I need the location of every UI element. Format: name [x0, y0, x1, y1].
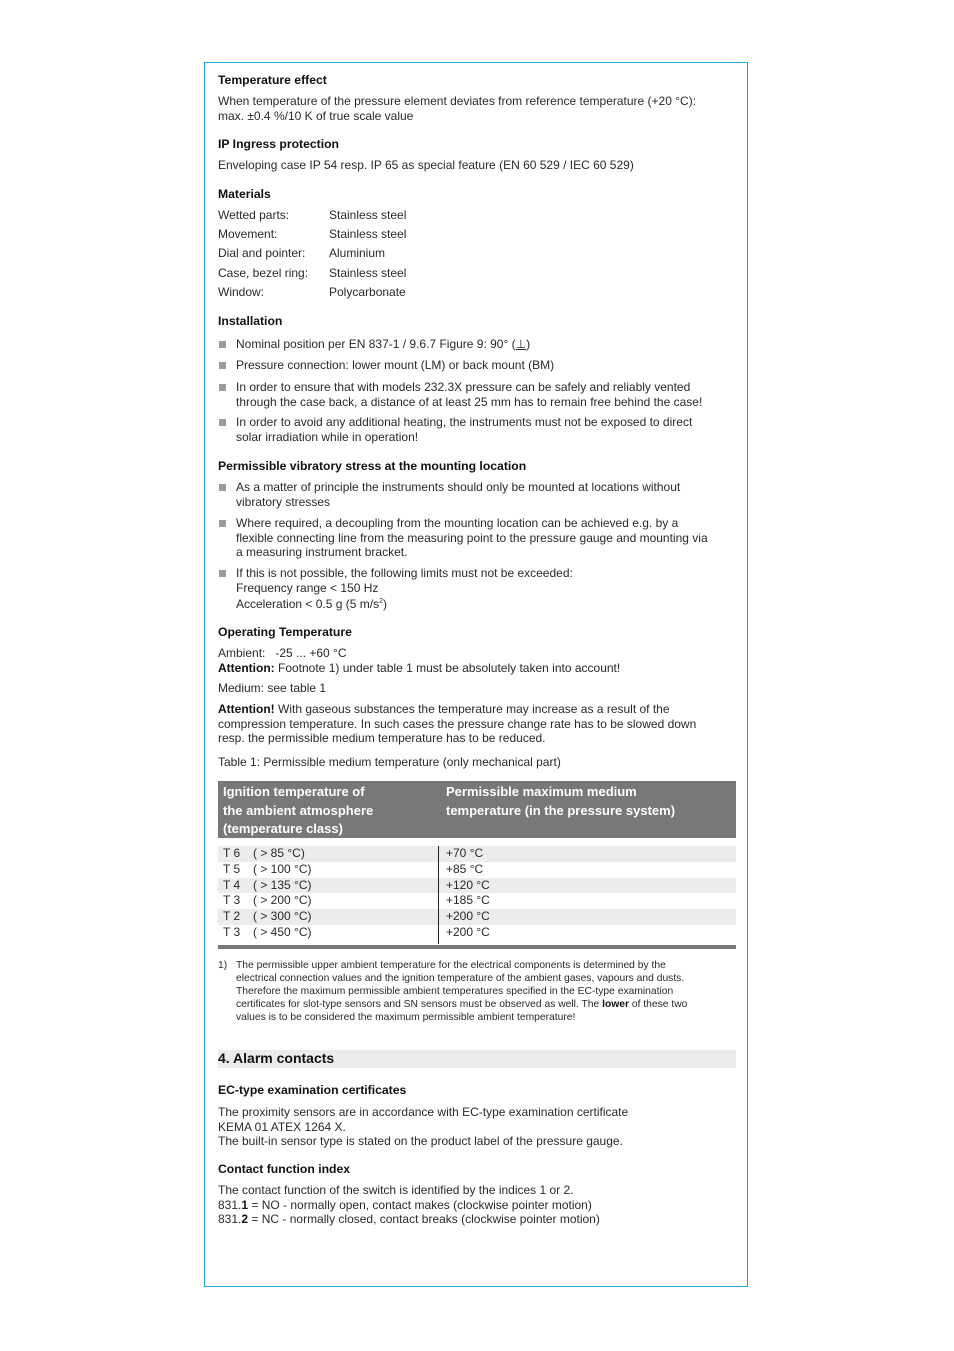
header-line: temperature (in the pressure system)	[446, 802, 676, 818]
bullet-square-icon	[219, 384, 226, 391]
installation-text: In order to avoid any additional heating, the instruments must not be exposed to direct	[236, 415, 693, 429]
materials-value: Polycarbonate	[329, 285, 406, 299]
vibration-item	[218, 516, 736, 560]
vibration-item	[218, 480, 736, 509]
temperature-effect-line: When temperature of the pressure element deviates from reference temperature (+20 °C):	[218, 94, 697, 108]
installation-item	[218, 380, 736, 409]
superscript: 2	[379, 598, 383, 605]
section-heading-bar	[218, 1050, 736, 1068]
installation-text: solar irradiation while in operation!	[236, 429, 419, 444]
operating-temperature-text	[218, 646, 736, 675]
bullet-square-icon	[219, 484, 226, 491]
installation-item	[218, 358, 736, 373]
ignition-range: ( > 100 °C)	[253, 861, 312, 876]
materials-label: Dial and pointer:	[218, 246, 306, 260]
table-row	[218, 893, 736, 909]
table-header-col2	[446, 783, 726, 820]
footnote-emphasis: lower	[602, 999, 629, 1010]
materials-value: Stainless steel	[329, 266, 407, 280]
section-title: 4. Alarm contacts	[218, 1050, 335, 1066]
attention-label: Attention!	[218, 702, 275, 716]
temp-class: T 2	[223, 909, 241, 924]
temp-class: T 4	[223, 877, 241, 892]
table-row	[218, 862, 736, 878]
temp-class: T 3	[223, 893, 241, 908]
max-medium-temp: +70 °C	[446, 846, 484, 860]
attention-paragraph	[218, 702, 736, 746]
table-column-divider	[438, 846, 439, 944]
ignition-range: ( > 135 °C)	[253, 877, 312, 892]
vibration-text: flexible connecting line from the measuring point to the pressure gauge and mounting via	[236, 530, 708, 545]
materials-heading: Materials	[218, 187, 271, 201]
cf-prefix: 831.	[218, 1197, 242, 1212]
cf-index: 1	[241, 1197, 249, 1212]
attention-text: With gaseous substances the temperature may increase as a result of the	[274, 702, 670, 716]
max-medium-temp: +85 °C	[446, 861, 484, 876]
vibration-heading: Permissible vibratory stress at the mounting location	[218, 459, 527, 473]
max-medium-temp: +120 °C	[446, 877, 490, 892]
bullet-square-icon	[219, 419, 226, 426]
table-bottom-rule	[218, 945, 736, 949]
table-row	[218, 846, 736, 862]
footnote-line: Therefore the maximum permissible ambient temperatures specified in the EC-type examination	[236, 986, 674, 997]
vibration-text: Where required, a decoupling from the mounting location can be achieved e.g. by a	[236, 516, 679, 530]
vibration-item	[218, 566, 736, 612]
bullet-square-icon	[219, 341, 226, 348]
materials-label: Window:	[218, 285, 265, 299]
materials-label: Case, bezel ring:	[218, 266, 309, 280]
materials-value: Stainless steel	[329, 227, 407, 241]
contact-function-text	[218, 1183, 736, 1227]
materials-value: Aluminium	[329, 246, 386, 260]
installation-text: through the case back, a distance of at least 25 mm has to remain free behind the case!	[236, 394, 703, 409]
vibration-text: Frequency range < 150 Hz	[236, 580, 379, 595]
table-header	[218, 781, 736, 838]
footnote-line: certificates for slot-type sensors and SN sensors must be observed as well. The	[236, 999, 603, 1010]
contact-function-heading: Contact function index	[218, 1162, 351, 1176]
materials-label: Wetted parts:	[218, 208, 290, 222]
ignition-range: ( > 200 °C)	[253, 893, 312, 908]
vibration-text: Acceleration < 0.5 g (5 m/s	[236, 597, 380, 611]
max-medium-temp: +200 °C	[446, 924, 490, 939]
installation-text: )	[526, 337, 531, 351]
cf-line: The contact function of the switch is identified by the indices 1 or 2.	[218, 1183, 574, 1197]
temperature-effect-text	[218, 94, 736, 123]
attention-text: compression temperature. In such cases the pressure change rate has to be slowed down	[218, 716, 697, 731]
header-line: Permissible maximum medium	[446, 784, 637, 799]
materials-value: Stainless steel	[329, 208, 407, 222]
installation-heading: Installation	[218, 314, 283, 328]
footnote	[218, 959, 736, 1024]
installation-text: In order to ensure that with models 232.3X pressure can be safely and reliably vented	[236, 380, 691, 394]
header-line: the ambient atmosphere	[223, 802, 374, 818]
table-caption: Table 1: Permissible medium temperature (only mechanical part)	[218, 755, 561, 769]
ec-line: The proximity sensors are in accordance with EC-type examination certificate	[218, 1105, 629, 1119]
vibration-text: a measuring instrument bracket.	[236, 545, 408, 559]
table-row	[218, 878, 736, 894]
temp-class: T 6	[223, 846, 241, 860]
ignition-range: ( > 85 °C)	[253, 846, 305, 860]
attention-text: resp. the permissible medium temperature has to be reduced.	[218, 731, 546, 745]
ec-certificates-heading: EC-type examination certificates	[218, 1083, 407, 1097]
bullet-square-icon	[219, 520, 226, 527]
footnote-number: 1)	[218, 960, 228, 971]
ec-certificates-text	[218, 1105, 736, 1149]
ambient-text: Ambient: -25 ... +60 °C	[218, 646, 347, 660]
max-medium-temp: +185 °C	[446, 893, 490, 908]
cf-line: = NC - normally closed, contact breaks (clockwise pointer motion)	[248, 1212, 600, 1226]
cf-index: 2	[241, 1212, 249, 1226]
temp-class: T 3	[223, 924, 241, 939]
ec-line: KEMA 01 ATEX 1264 X.	[218, 1119, 346, 1134]
installation-text: Nominal position per EN 837-1 / 9.6.7 Figure 9: 90° (	[236, 337, 516, 351]
table-row	[218, 909, 736, 925]
installation-item	[218, 415, 736, 444]
table-body	[218, 846, 736, 941]
ip-protection-text: Enveloping case IP 54 resp. IP 65 as special feature (EN 60 529 / IEC 60 529)	[218, 158, 634, 172]
footnote-line: electrical connection values and the ignition temperature of the ambient gases, vapours and dusts.	[236, 973, 685, 984]
table-header-col1	[223, 783, 433, 839]
installation-item	[218, 337, 736, 352]
installation-text: Pressure connection: lower mount (LM) or back mount (BM)	[236, 358, 555, 372]
header-line: (temperature class)	[223, 821, 343, 836]
footnote-line: values is to be considered the maximum permissible ambient temperature!	[236, 1012, 576, 1023]
ignition-range: ( > 300 °C)	[253, 909, 312, 924]
vibration-text: If this is not possible, the following limits must not be exceeded:	[236, 566, 573, 580]
perpendicular-symbol-icon: ⊥	[515, 337, 527, 351]
ip-protection-heading: IP Ingress protection	[218, 137, 339, 151]
bullet-square-icon	[219, 570, 226, 577]
operating-temperature-heading: Operating Temperature	[218, 625, 352, 639]
medium-text: Medium: see table 1	[218, 681, 327, 695]
bullet-square-icon	[219, 362, 226, 369]
temperature-effect-line: max. ±0.4 %/10 K of true scale value	[218, 108, 414, 123]
attention-text: Footnote 1) under table 1 must be absolutely taken into account!	[274, 660, 621, 675]
cf-prefix: 831.	[218, 1212, 242, 1226]
vibration-text: vibratory stresses	[236, 494, 331, 509]
header-line: Ignition temperature of	[223, 784, 365, 799]
temp-class: T 5	[223, 861, 241, 876]
vibration-text: As a matter of principle the instruments should only be mounted at locations without	[236, 480, 681, 494]
page-frame	[204, 62, 748, 1287]
footnote-line: of these two	[629, 999, 688, 1010]
vibration-text: )	[382, 597, 387, 611]
max-medium-temp: +200 °C	[446, 909, 490, 924]
attention-label: Attention:	[218, 660, 275, 675]
temperature-effect-heading: Temperature effect	[218, 73, 327, 87]
table-row	[218, 925, 736, 941]
footnote-line: The permissible upper ambient temperature for the electrical components is determined by the	[236, 960, 666, 971]
ignition-range: ( > 450 °C)	[253, 924, 312, 939]
materials-label: Movement:	[218, 227, 278, 241]
ec-line: The built-in sensor type is stated on the product label of the pressure gauge.	[218, 1134, 623, 1148]
cf-line: = NO - normally open, contact makes (clockwise pointer motion)	[248, 1197, 592, 1212]
